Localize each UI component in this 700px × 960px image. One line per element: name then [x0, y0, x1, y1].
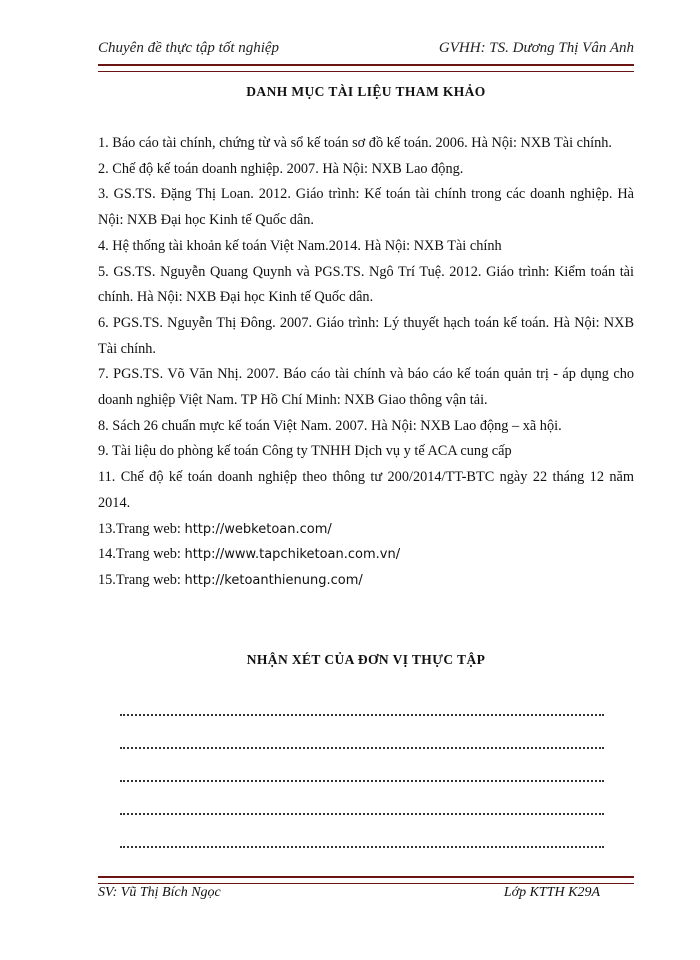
- reference-item: 7. PGS.TS. Võ Văn Nhị. 2007. Báo cáo tài chính và báo cáo kế toán quản trị - áp dụng cho doanh nghiệp Việt Nam. TP Hồ Chí Minh: NXB Giao thông vận tải.: [98, 366, 634, 409]
- comment-line: [120, 694, 604, 724]
- reference-item: 2. Chế độ kế toán doanh nghiệp. 2007. Hà Nội: NXB Lao động.: [98, 160, 464, 177]
- comment-line: [120, 826, 604, 856]
- reference-item: 9. Tài liệu do phòng kế toán Công ty TNHH Dịch vụ y tế ACA cung cấp: [98, 443, 512, 460]
- reference-item: 4. Hệ thống tài khoản kế toán Việt Nam.2014. Hà Nội: NXB Tài chính: [98, 237, 502, 254]
- page-footer: [98, 885, 600, 905]
- footer-student: SV: Vũ Thị Bích Ngọc: [98, 885, 221, 900]
- reference-item: 11. Chế độ kế toán doanh nghiệp theo thông tư 200/2014/TT-BTC ngày 22 tháng 12 năm 2014.: [98, 469, 634, 511]
- web-reference-item: [98, 568, 634, 594]
- reference-item: 3. GS.TS. Đặng Thị Loan. 2012. Giáo trình: Kế toán tài chính trong các doanh nghiệp. Hà Nội: NXB Đại học Kinh tế Quốc dân.: [98, 186, 634, 229]
- footer-class: Lớp KTTH K29A: [503, 885, 600, 900]
- reference-item: 8. Sách 26 chuẩn mực kế toán Việt Nam. 2007. Hà Nội: NXB Lao động – xã hội.: [98, 417, 562, 434]
- reference-item: 1. Báo cáo tài chính, chứng từ và sổ kế toán sơ đồ kế toán. 2006. Hà Nội: NXB Tài chính.: [98, 135, 612, 151]
- comment-line: [120, 727, 604, 757]
- web-reference-link[interactable]: http://webketoan.com/: [184, 521, 332, 537]
- comment-line: [120, 760, 604, 790]
- footer-rule: [98, 876, 634, 884]
- header-report-title: Chuyên đề thực tập tốt nghiệp: [98, 40, 280, 56]
- web-reference-item: [98, 542, 634, 568]
- comments-title: NHẬN XÉT CỦA ĐƠN VỊ THỰC TẬP: [246, 652, 486, 667]
- web-reference-link[interactable]: http://ketoanthienung.com/: [184, 572, 363, 588]
- page-header: [98, 40, 634, 64]
- header-supervisor: GVHH: TS. Dương Thị Vân Anh: [438, 40, 634, 56]
- web-reference-link[interactable]: http://www.tapchiketoan.com.vn/: [184, 547, 401, 563]
- references-list: [98, 131, 634, 594]
- comment-line: [120, 793, 604, 823]
- reference-item: 5. GS.TS. Nguyễn Quang Quynh và PGS.TS. Ngô Trí Tuệ. 2012. Giáo trình: Kiểm toán tài chính. Hà Nội: NXB Đại học Kinh tế Quốc dân.: [98, 263, 634, 306]
- web-reference-item: [98, 517, 634, 543]
- web-reference-label: 15.Trang web:: [98, 571, 185, 588]
- header-rule: [98, 64, 634, 72]
- references-title: DANH MỤC TÀI LIỆU THAM KHẢO: [246, 84, 486, 99]
- web-reference-label: 13.Trang web:: [98, 520, 185, 537]
- reference-item: 6. PGS.TS. Nguyễn Thị Đông. 2007. Giáo trình: Lý thuyết hạch toán kế toán. Hà Nội: NXB Tài chính.: [98, 314, 634, 357]
- web-reference-label: 14.Trang web:: [98, 546, 185, 563]
